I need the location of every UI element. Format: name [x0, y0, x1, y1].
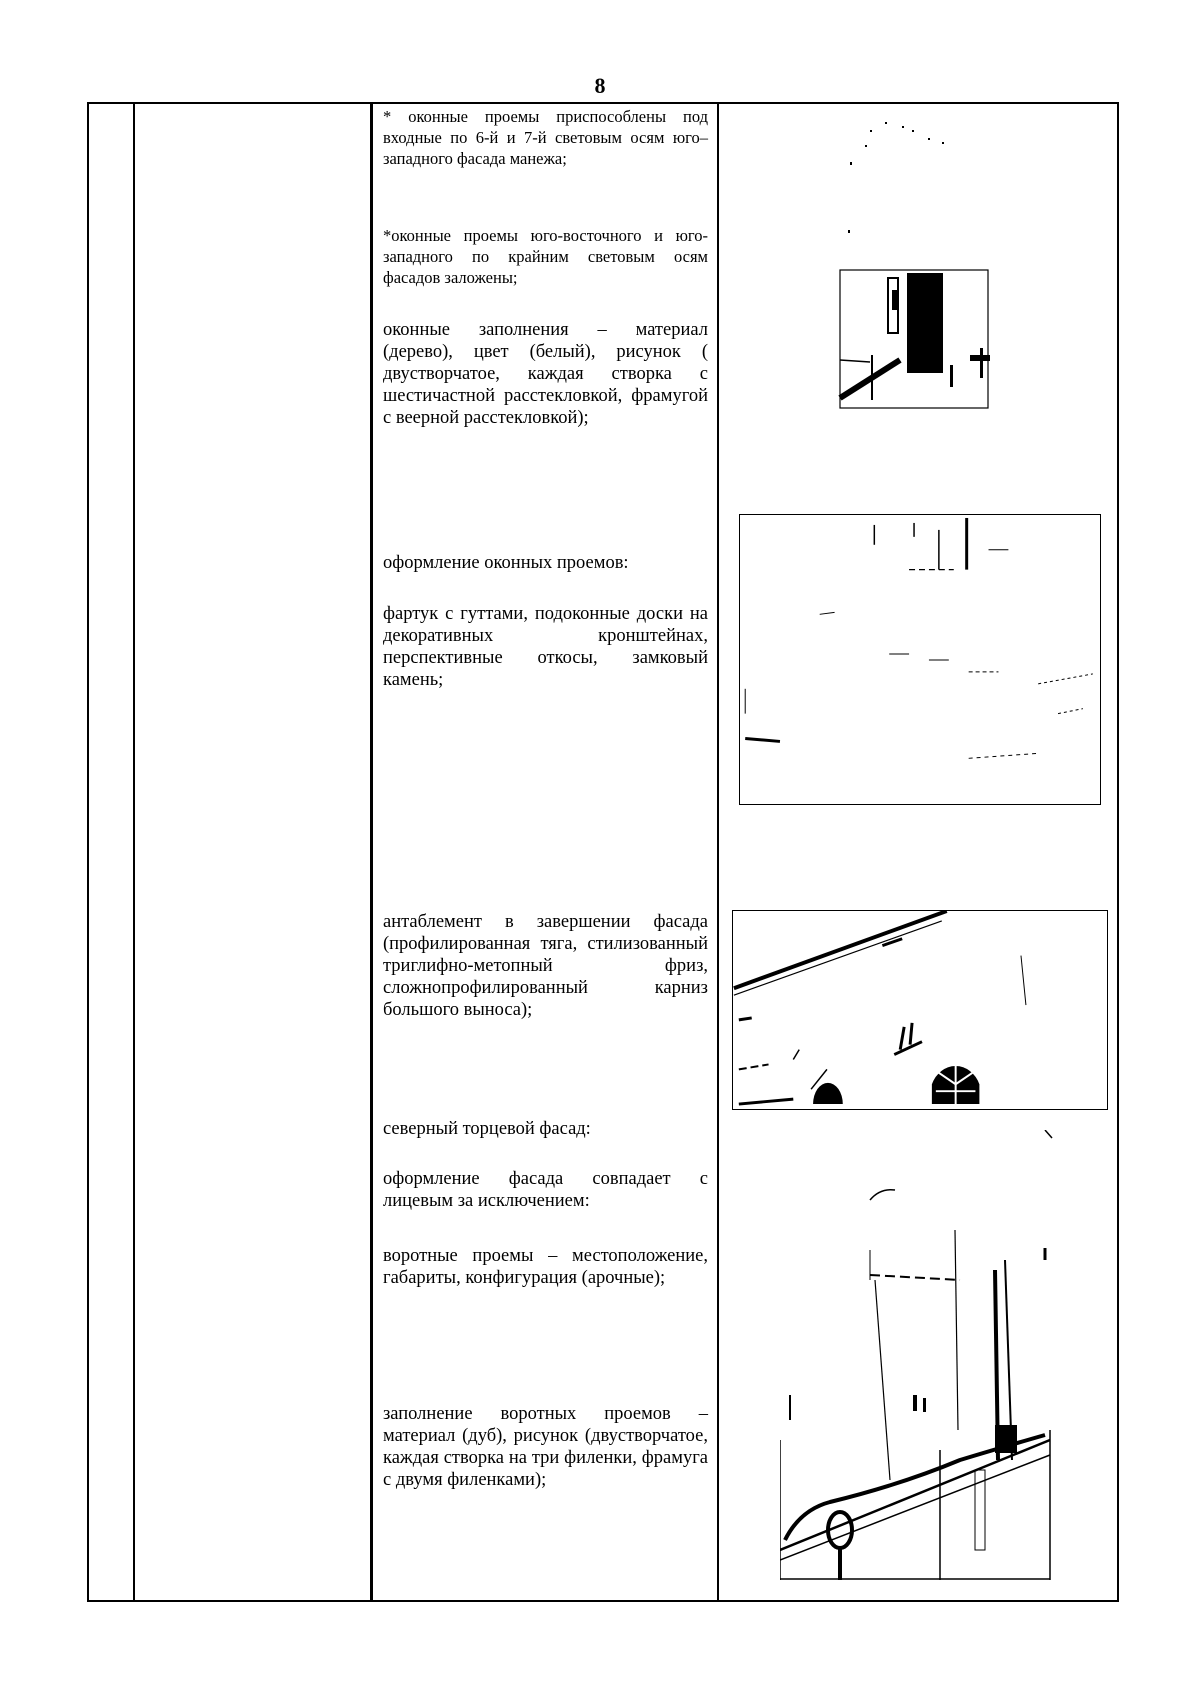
- paragraph-window-filling: оконные заполнения – материал (дерево), цвет (белый), рисунок ( двустворчатое, каждая створка с шестичастной расстекловкой, фрамугой с веерной расстекловкой);: [383, 320, 708, 428]
- photo-entrance-doorway: [810, 100, 1025, 415]
- photo-entablature: [732, 910, 1108, 1110]
- paragraph-gate-filling: заполнение воротных проемов – материал (дуб), рисунок (двустворчатое, каждая створка на три филенки, фрамуга с двумя филенками);: [383, 1404, 708, 1490]
- column-divider-1: [133, 102, 135, 1602]
- page-number: 8: [594, 73, 606, 98]
- paragraph-window-decoration: фартук с гуттами, подоконные доски на декоративных кронштейнах, перспективные откосы, замковый камень;: [383, 604, 708, 690]
- paragraph-facade-exception: оформление фасада совпадает с лицевым за исключением:: [383, 1169, 708, 1211]
- column-divider-2: [370, 102, 373, 1602]
- paragraph-window-blocked: *оконные проемы юго-восточного и юго-западного по крайним световым осям фасадов заложены;: [383, 226, 708, 287]
- column-divider-3: [717, 102, 719, 1602]
- paragraph-window-decoration-heading: оформление оконных проемов:: [383, 553, 629, 573]
- photo-window-detail: [739, 514, 1101, 805]
- paragraph-window-entrance: * оконные проемы приспособлены под входные по 6-й и 7-й световым осям юго–западного фасада манежа;: [383, 107, 708, 168]
- photo-gate-opening: [780, 1130, 1060, 1580]
- paragraph-north-facade: северный торцевой фасад:: [383, 1119, 591, 1139]
- paragraph-gate-openings: воротные проемы – местоположение, габариты, конфигурация (арочные);: [383, 1246, 708, 1288]
- paragraph-entablature: антаблемент в завершении фасада (профилированная тяга, стилизованный триглифно-метопный фриз, сложнопрофилированный карниз большого выноса);: [383, 912, 708, 1020]
